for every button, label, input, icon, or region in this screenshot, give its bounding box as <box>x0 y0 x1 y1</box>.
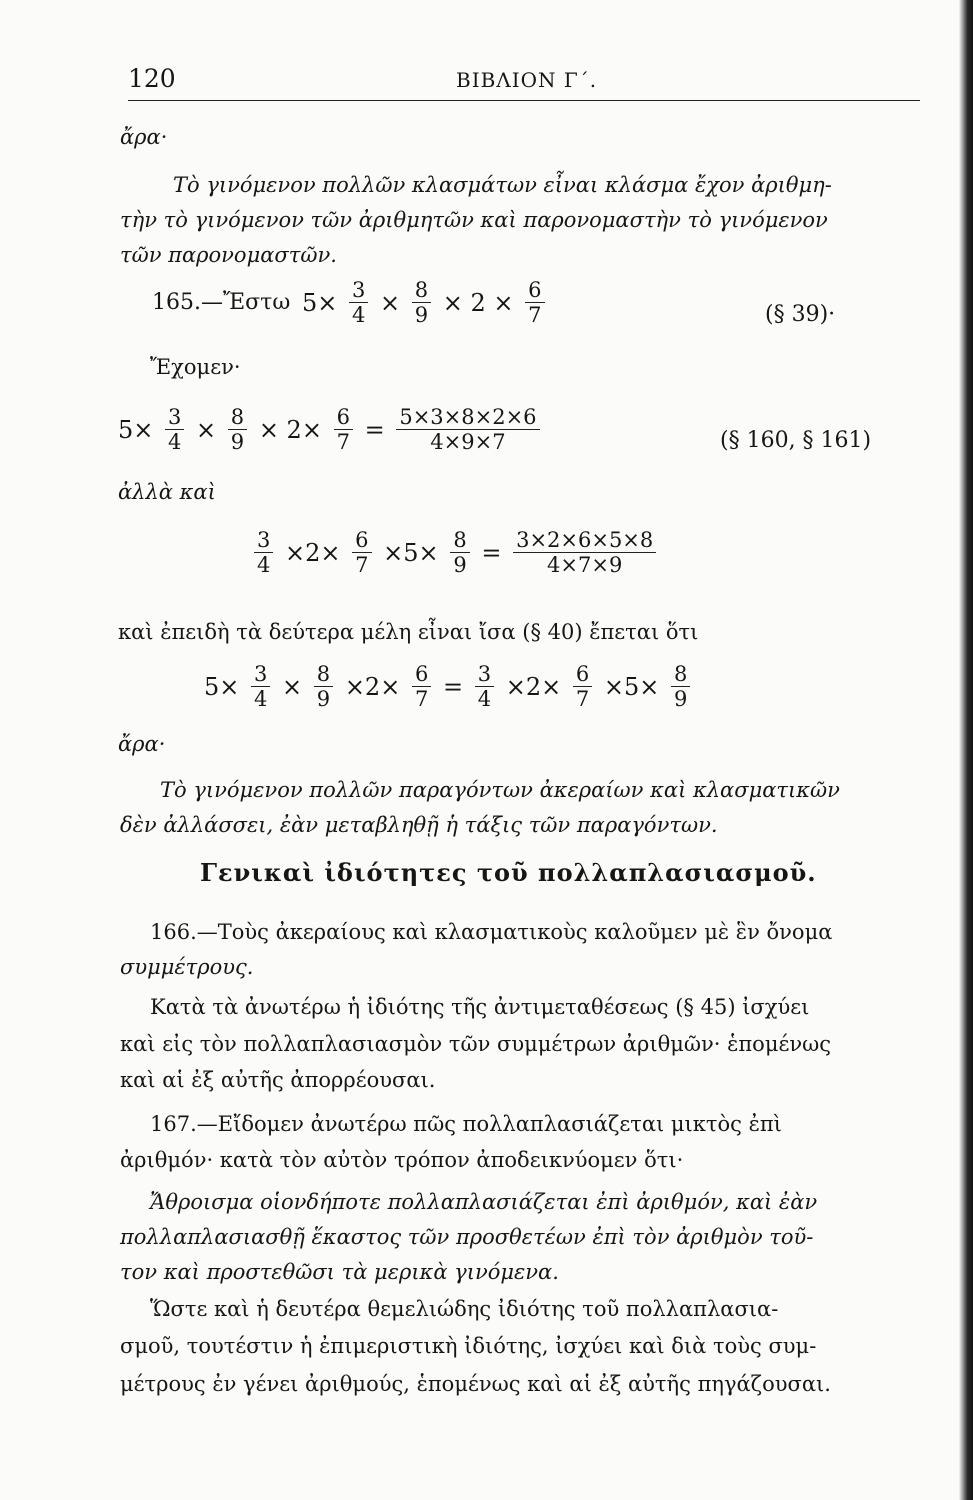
denominator: 9 <box>450 552 469 577</box>
kai-epeidi-line: καὶ ἐπειδὴ τὰ δεύτερα μέλη εἶναι ἴσα (§ 40) ἔπεται ὅτι <box>118 620 699 644</box>
equals-sign: = <box>442 672 464 701</box>
ara-label: ἄρα· <box>120 125 168 149</box>
factor: 5× <box>204 672 240 701</box>
result-fraction <box>396 405 539 454</box>
numerator: 6 <box>528 278 542 302</box>
operator: ×2× <box>344 672 401 701</box>
numerator: 8 <box>230 405 245 429</box>
fraction <box>352 528 371 577</box>
fraction <box>254 528 273 577</box>
numerator: 3 <box>351 278 366 302</box>
denominator: 9 <box>412 302 431 327</box>
rule1-line-2: τὴν τὸ γινόμενον τῶν ἀριθμητῶν καὶ παρονομαστὴν τὸ γινόμενον <box>120 208 828 232</box>
fraction <box>573 662 592 711</box>
fraction <box>334 405 353 454</box>
denominator: 7 <box>334 429 353 454</box>
fraction <box>412 662 431 711</box>
fraction <box>251 662 270 711</box>
fraction <box>525 278 544 327</box>
p166-line-1: 166.—Τοὺς ἀκεραίους καὶ κλασματικοὺς καλοῦμεν μὲ ἓν ὄνομα <box>150 920 833 944</box>
p166b-line-3: καὶ αἱ ἐξ αὐτῆς ἀπορρέουσαι. <box>120 1068 436 1092</box>
equation-2 <box>252 528 658 577</box>
numerator: 3 <box>168 405 182 429</box>
denominator: 7 <box>352 552 371 577</box>
operator: ×5× <box>383 538 439 567</box>
numerator: 5×3×8×2×6 <box>399 405 537 429</box>
numerator: 8 <box>316 662 331 686</box>
numerator: 6 <box>575 662 590 686</box>
result-fraction <box>513 528 656 577</box>
section-heading: Γενικαὶ ἰδιότητες τοῦ πολλαπλασιασμοῦ. <box>200 858 817 887</box>
p166b-line-1: Κατὰ τὰ ἀνωτέρω ἡ ἰδιότης τῆς ἀντιμεταθέσεως (§ 45) ἰσχύει <box>150 995 810 1019</box>
rule3-line-1: Ἄθροισμα οἱονδήποτε πολλαπλασιάζεται ἐπὶ ἀριθμόν, καὶ ἐὰν <box>150 1190 818 1214</box>
operator: ×5× <box>603 672 660 701</box>
numerator: 3 <box>254 662 268 686</box>
denominator: 9 <box>228 429 247 454</box>
denominator: 4×7×9 <box>513 552 656 577</box>
operator: × <box>196 415 217 444</box>
final-line-1: Ὥστε καὶ ἡ δευτέρα θεμελιώδης ἰδιότης τοῦ πολλαπλασια- <box>150 1297 779 1321</box>
numerator: 3 <box>257 528 271 552</box>
equals-sign: = <box>364 415 385 444</box>
factor: 5× <box>301 288 338 317</box>
fraction <box>228 405 247 454</box>
operator: × 2× <box>258 415 322 444</box>
running-title: ΒΙΒΛΙΟΝ Γ΄. <box>456 68 598 92</box>
page-number: 120 <box>128 64 176 93</box>
factor: 5× <box>118 415 154 444</box>
final-line-2: σμοῦ, τουτέστιν ἡ ἐπιμεριστικὴ ἰδιότης, ἰσχύει καὶ διὰ τοὺς συμ- <box>120 1334 817 1358</box>
equation-3 <box>202 662 692 711</box>
numerator: 6 <box>355 528 369 552</box>
fraction <box>349 278 368 327</box>
fraction <box>314 662 333 711</box>
rule3-line-3: τον καὶ προστεθῶσι τὰ μερικὰ γινόμενα. <box>120 1260 559 1284</box>
fraction <box>165 405 184 454</box>
numerator: 8 <box>674 662 688 686</box>
rule3-line-2: πολλαπλασιασθῇ ἕκαστος τῶν προσθετέων ἐπὶ τὸν ἀριθμὸν τοῦ- <box>120 1225 814 1249</box>
section-ref-39: (§ 39)· <box>765 302 836 327</box>
alla-label: ἀλλὰ καὶ <box>118 480 216 504</box>
fraction <box>671 662 690 711</box>
denominator: 4 <box>165 429 184 454</box>
operator: ×2× <box>285 538 341 567</box>
denominator: 4 <box>251 686 270 711</box>
final-line-3: μέτρους ἐν γένει ἀριθμούς, ἑπομένως καὶ αἱ ἐξ αὐτῆς πηγάζουσαι. <box>120 1372 831 1396</box>
numerator: 3×2×6×5×8 <box>516 528 654 552</box>
numerator: 6 <box>336 405 350 429</box>
p166-line-2: συμμέτρους. <box>120 955 254 979</box>
denominator: 4×9×7 <box>396 429 539 454</box>
operator: ×2× <box>505 672 562 701</box>
ara-label-2: ἄρα· <box>118 732 166 756</box>
rule2-line-1: Τὸ γινόμενον πολλῶν παραγόντων ἀκεραίων καὶ κλασματικῶν <box>160 778 840 802</box>
fraction <box>475 662 494 711</box>
numerator: 6 <box>414 662 429 686</box>
numerator: 8 <box>453 528 467 552</box>
denominator: 4 <box>254 552 273 577</box>
p167-line-1: 167.—Εἴδομεν ἀνωτέρω πῶς πολλαπλασιάζεται μικτὸς ἐπὶ <box>150 1112 782 1136</box>
page-edge-shadow <box>959 0 973 1500</box>
numerator: 8 <box>414 278 429 302</box>
section-165-formula <box>150 278 547 327</box>
numerator: 3 <box>477 662 492 686</box>
equation-1 <box>116 405 542 454</box>
denominator: 7 <box>525 302 544 327</box>
section-ref-160-161: (§ 160, § 161) <box>720 428 872 453</box>
operator: × 2 × <box>442 288 514 317</box>
exomen-label: Ἔχομεν· <box>150 355 241 379</box>
equals-sign: = <box>481 538 502 567</box>
denominator: 9 <box>671 686 690 711</box>
operator: × <box>379 288 401 317</box>
fraction <box>412 278 431 327</box>
denominator: 7 <box>573 686 592 711</box>
page-header <box>128 60 920 101</box>
rule1-line-3: τῶν παρονομαστῶν. <box>120 243 337 267</box>
denominator: 4 <box>349 302 368 327</box>
section-165-lead: 165.—Ἔστω <box>152 290 291 315</box>
rule2-line-2: δὲν ἀλλάσσει, ἐὰν μεταβληθῇ ἡ τάξις τῶν παραγόντων. <box>120 813 718 837</box>
denominator: 4 <box>475 686 494 711</box>
denominator: 9 <box>314 686 333 711</box>
fraction <box>450 528 469 577</box>
p166b-line-2: καὶ εἰς τὸν πολλαπλασιασμὸν τῶν συμμέτρων ἀριθμῶν· ἑπομένως <box>120 1032 831 1056</box>
p167-line-2: ἀριθμόν· κατὰ τὸν αὐτὸν τρόπον ἀποδεικνύομεν ὅτι· <box>120 1148 684 1172</box>
denominator: 7 <box>412 686 431 711</box>
operator: × <box>282 672 303 701</box>
rule1-line-1: Τὸ γινόμενον πολλῶν κλασμάτων εἶναι κλάσμα ἔχον ἀριθμη- <box>173 173 832 197</box>
